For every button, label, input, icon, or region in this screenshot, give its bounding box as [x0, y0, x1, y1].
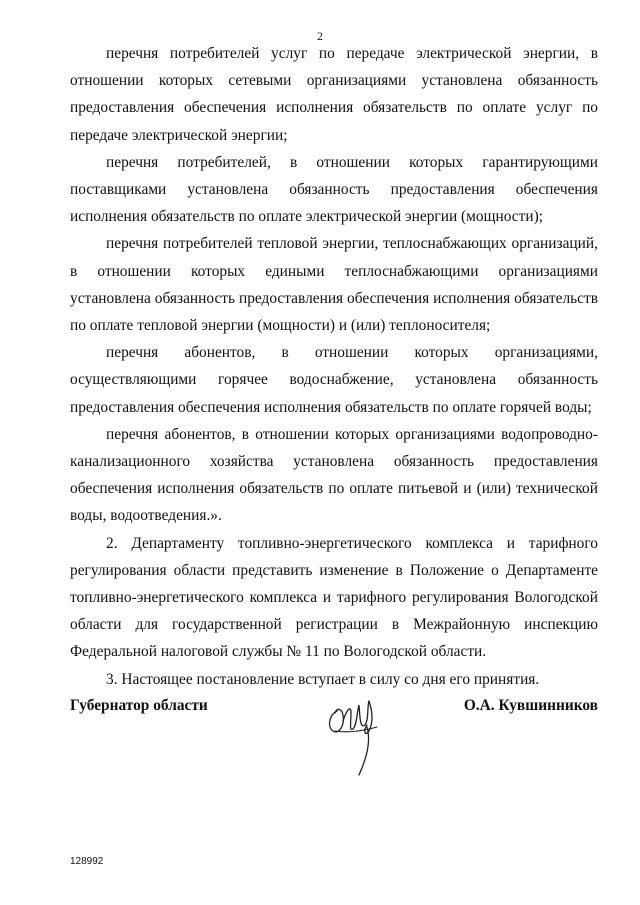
paragraph: перечня абонентов, в отношении которых организациями водопроводно-канализационного хозяйства установлена обязанность предоставления обеспечения исполнения обязательств по оплате питьевой и (или) технической воды, водоотведения.».	[70, 425, 598, 525]
paragraph: 2. Департаменту топливно-энергетического комплекса и тарифного регулирования области представить изменение в Положение о Департаменте топливно-энергетического комплекса и тарифного регулирования Вологодской области для государственной регистрации в Межрайонную инспекцию Федеральной налоговой службы № 11 по Вологодской области.	[70, 534, 598, 661]
paragraph: перечня абонентов, в отношении которых организациями, осуществляющими горячее водоснабжение, установлена обязанность предоставления обеспечения исполнения обязательств по оплате горячей воды;	[70, 344, 598, 416]
paragraph: перечня потребителей, в отношении которых гарантирующими поставщиками установлена обязанность предоставления обеспечения исполнения обязательств по оплате электрической энергии (мощности);	[70, 153, 598, 226]
document-code: 128992	[70, 856, 104, 867]
signature-block	[70, 691, 598, 781]
signer-name: О.А. Кувшинников	[463, 697, 598, 714]
paragraph: перечня потребителей услуг по передаче электрической энергии, в отношении которых сетевыми организациями установлена обязанность предоставления обеспечения исполнения обязательств по оплате услуг по передаче электрической энергии;	[70, 45, 598, 144]
handwritten-signature	[323, 691, 395, 779]
signer-title: Губернатор области	[70, 697, 208, 714]
paragraph: 3. Настоящее постановление вступает в силу со дня его принятия.	[106, 670, 540, 688]
page-number: 2	[317, 29, 323, 43]
document-body	[70, 40, 598, 693]
paragraph: перечня потребителей тепловой энергии, теплоснабжающих организаций, в отношении которых едиными теплоснабжающими организациями установлена обязанность предоставления обеспечения исполнения обязательств по оплате тепловой энергии (мощности) и (или) теплоносителя;	[70, 235, 598, 335]
